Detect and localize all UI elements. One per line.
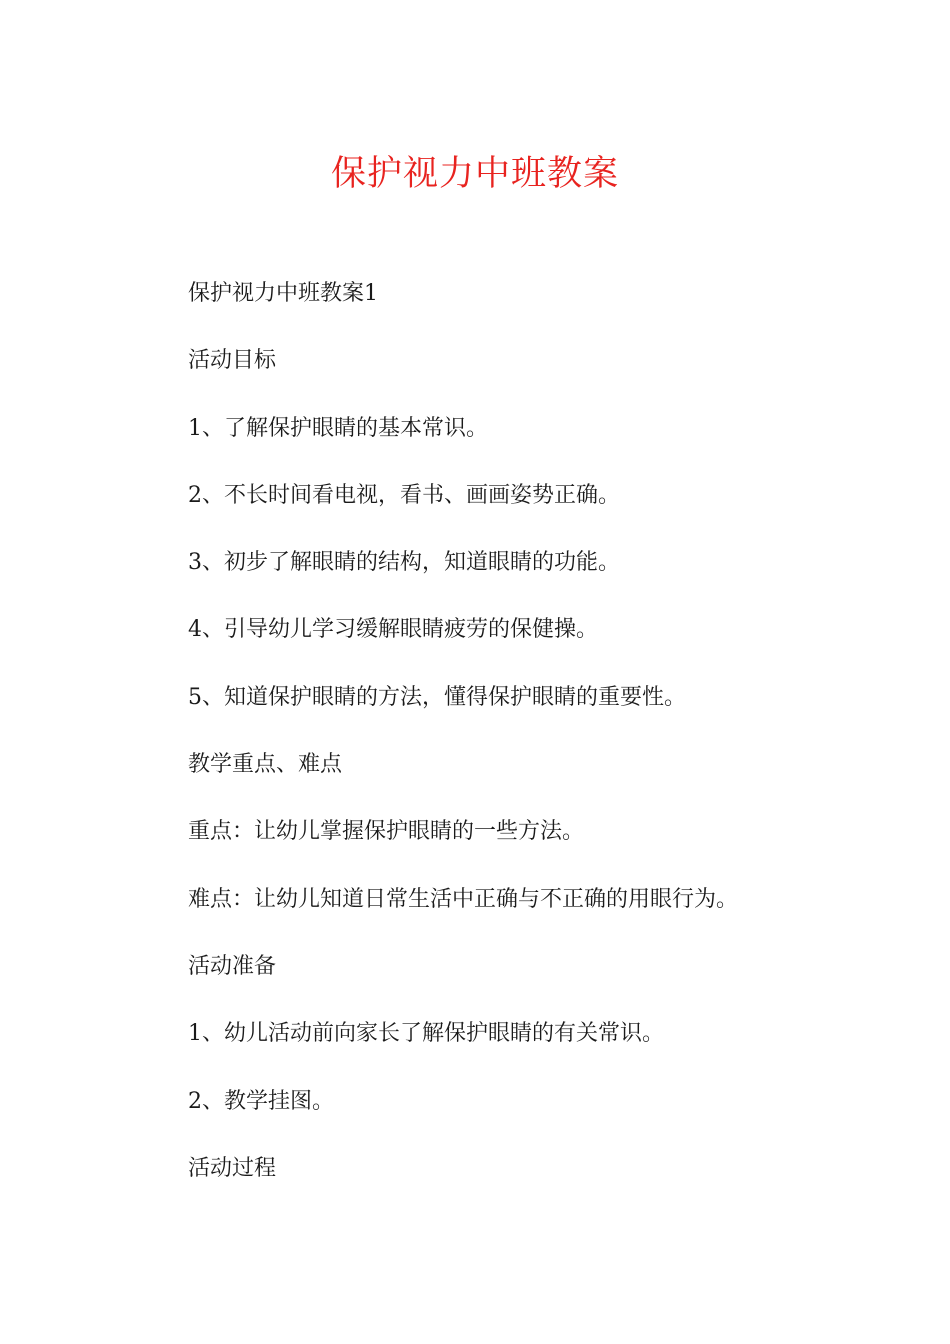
- section-heading: 活动准备: [188, 953, 277, 979]
- list-item: 3、初步了解眼睛的结构，知道眼睛的功能。: [188, 550, 620, 576]
- document-title: 保护视力中班教案: [330, 154, 619, 194]
- list-item: 1、了解保护眼睛的基本常识。: [188, 415, 488, 441]
- list-item: 1、幼儿活动前向家长了解保护眼睛的有关常识。: [188, 1021, 664, 1047]
- section-heading: 教学重点、难点: [188, 752, 343, 778]
- section-heading: 保护视力中班教案1: [188, 281, 378, 306]
- list-item: 5、知道保护眼睛的方法，懂得保护眼睛的重要性。: [188, 684, 686, 710]
- list-item: 2、不长时间看电视，看书、画画姿势正确。: [188, 482, 620, 508]
- paragraph: 重点：让幼儿掌握保护眼睛的一些方法。: [188, 819, 585, 845]
- list-item: 2、教学挂图。: [188, 1088, 334, 1114]
- paragraph: 难点：让幼儿知道日常生活中正确与不正确的用眼行为。: [188, 886, 739, 912]
- section-heading: 活动目标: [188, 348, 277, 374]
- document-body: [188, 276, 828, 1218]
- list-item: 4、引导幼儿学习缓解眼睛疲劳的保健操。: [188, 617, 598, 643]
- section-heading: 活动过程: [188, 1155, 277, 1181]
